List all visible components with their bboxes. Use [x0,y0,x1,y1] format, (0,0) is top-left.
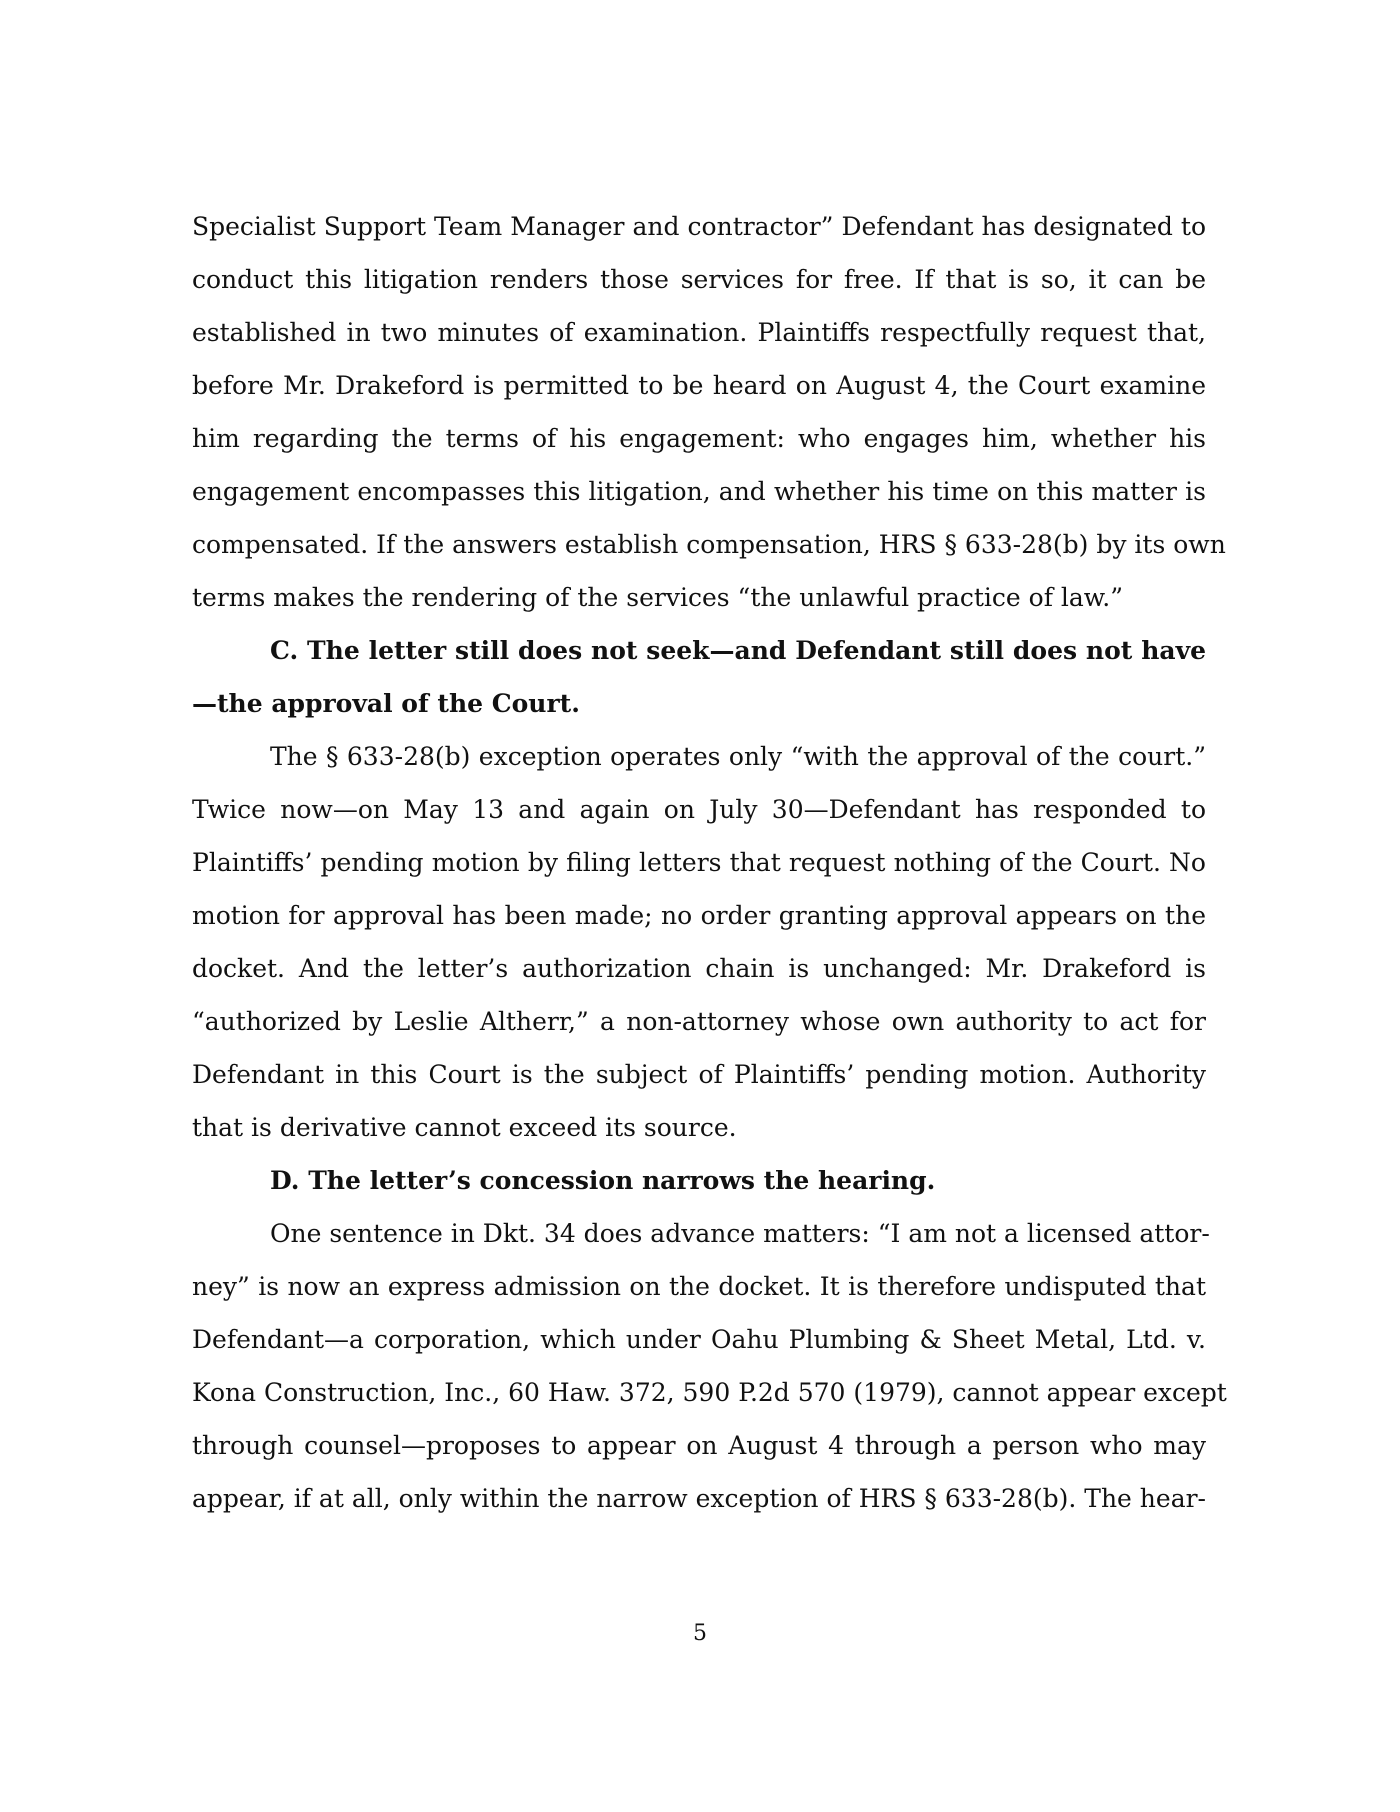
text-line: The § 633-28(b) exception operates only “with the approval of the court.” [270,742,1206,771]
page-number: 5 [693,1621,707,1646]
text-line: that is derivative cannot exceed its source. [192,1113,737,1142]
text-line: Specialist Support Team Manager and contractor” Defendant has designated to [192,212,1206,241]
text-line: appear, if at all, only within the narrow exception of HRS § 633-28(b). The hear- [192,1484,1206,1513]
text-line: compensated. If the answers establish compensation, HRS § 633-28(b) by its own [192,530,1226,559]
text-line: him regarding the terms of his engagement: who engages him, whether his [192,424,1206,453]
section-d-heading: D. The letter’s concession narrows the hearing. [270,1166,936,1195]
text-line: Defendant—a corporation, which under Oahu Plumbing & Sheet Metal, Ltd. v. [192,1325,1206,1354]
text-line: ney” is now an express admission on the docket. It is therefore undisputed that [192,1272,1206,1301]
text-line: “authorized by Leslie Altherr,” a non-attorney whose own authority to act for [192,1007,1206,1036]
text-line: docket. And the letter’s authorization chain is unchanged: Mr. Drakeford is [192,954,1206,983]
section-c-heading-cont: —the approval of the Court. [192,689,580,718]
body-text [192,200,1227,1525]
text-line: established in two minutes of examination. Plaintiffs respectfully request that, [192,318,1206,347]
text-line: terms makes the rendering of the services “the unlawful practice of law.” [192,583,1123,612]
text-line: before Mr. Drakeford is permitted to be heard on August 4, the Court examine [192,371,1206,400]
text-line: through counsel—proposes to appear on August 4 through a person who may [192,1431,1206,1460]
text-line: Defendant in this Court is the subject of Plaintiffs’ pending motion. Authority [192,1060,1206,1089]
text-line: Plaintiffs’ pending motion by filing letters that request nothing of the Court. No [192,848,1206,877]
text-line: conduct this litigation renders those services for free. If that is so, it can be [192,265,1206,294]
text-line: One sentence in Dkt. 34 does advance matters: “I am not a licensed attor- [270,1219,1210,1248]
text-line: Twice now—on May 13 and again on July 30—Defendant has responded to [192,795,1206,824]
text-line: engagement encompasses this litigation, and whether his time on this matter is [192,477,1206,506]
text-line: motion for approval has been made; no order granting approval appears on the [192,901,1206,930]
text-line: Kona Construction, Inc., 60 Haw. 372, 590 P.2d 570 (1979), cannot appear except [192,1378,1227,1407]
section-c-heading: C. The letter still does not seek—and Defendant still does not have [270,636,1206,665]
